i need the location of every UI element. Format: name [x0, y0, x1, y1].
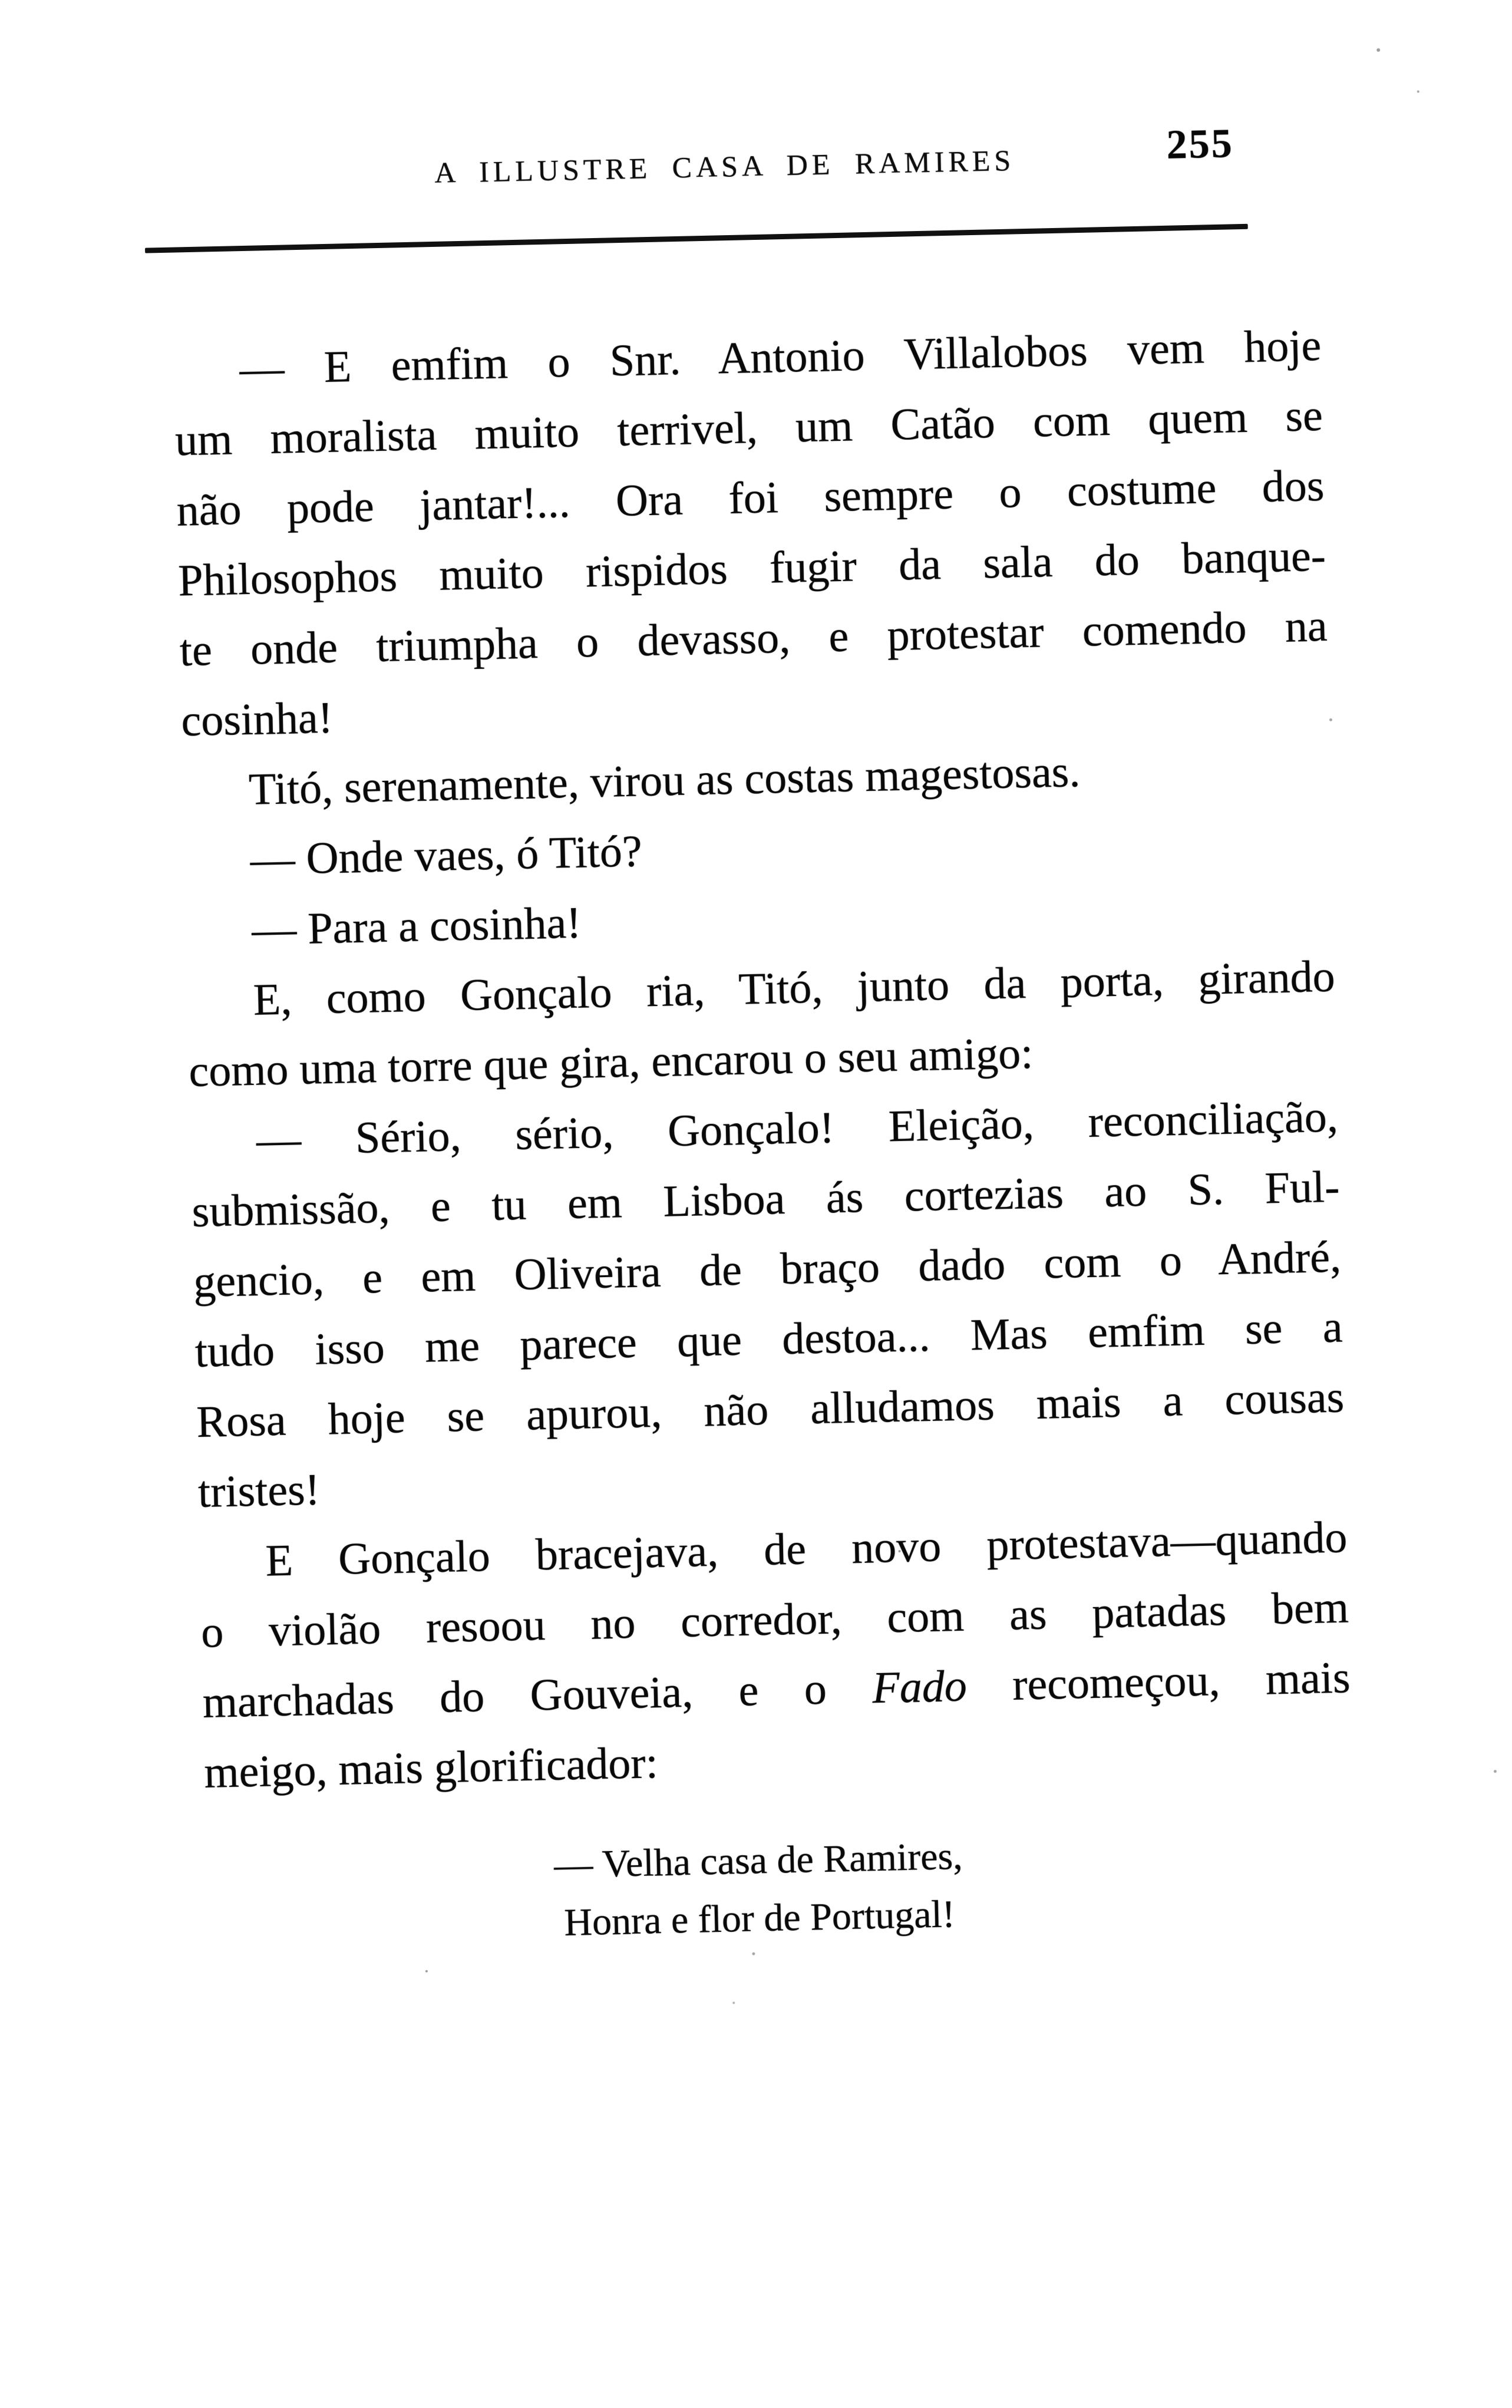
text-line: cosinha! — [180, 692, 334, 746]
text-line: te onde triumpha o devasso, e protestar comendo na — [179, 601, 1328, 676]
text-line: — Onde vaes, ó Titó? — [249, 826, 643, 885]
text-line: tristes! — [197, 1464, 321, 1518]
text-line: um moralista muito terrivel, um Catão com quem se — [174, 391, 1323, 466]
text-line: — E emfim o Snr. Antonio Villalobos vem hoje — [239, 321, 1322, 394]
scan-speckle — [1376, 48, 1380, 52]
italic-text: Fado — [871, 1661, 968, 1713]
text-line: como uma torre que gira, encarou o seu amigo: — [188, 1028, 1034, 1097]
text-line: submissão, e tu em Lisboa ás cortezias ao S. Ful- — [191, 1162, 1341, 1237]
scan-speckle — [1494, 1770, 1497, 1773]
text-segment: marchadas do Gouveia, e o — [202, 1663, 873, 1728]
scan-speckle — [899, 1550, 901, 1552]
scan-speckle — [732, 2001, 735, 2004]
scan-speckle — [1417, 90, 1419, 93]
page-number: 255 — [1166, 121, 1234, 168]
text-line: E, como Gonçalo ria, Titó, junto da porta, girando — [252, 951, 1336, 1025]
text-line: gencio, e em Oliveira de braço dado com o André, — [193, 1232, 1342, 1307]
text-line: — Para a cosinha! — [251, 898, 582, 955]
body-text — [173, 311, 1352, 1808]
text-line: não pode jantar!... Ora foi sempre o costume dos — [176, 461, 1325, 536]
text-line: Philosophos muito rispidos fugir da sala do banque- — [177, 531, 1326, 606]
verse-block — [184, 1819, 1334, 1960]
scan-speckle — [1329, 718, 1332, 721]
text-line: Rosa hoje se apurou, não alludamos mais a cousas — [196, 1372, 1345, 1447]
verse-line: Honra e flor de Portugal! — [563, 1892, 956, 1944]
text-line: E Gonçalo bracejava, de novo protestava—quando — [265, 1512, 1348, 1586]
header-rule — [145, 224, 1248, 253]
text-line: o violão resoou no corredor, com as patadas bem — [200, 1582, 1349, 1658]
running-header-title: A ILLUSTRE CASA DE RAMIRES — [434, 143, 1015, 189]
verse-line: — Velha casa de Ramires, — [553, 1834, 963, 1887]
text-line: meigo, mais glorificador: — [203, 1738, 659, 1798]
text-line: — Sério, sério, Gonçalo! Eleição, reconciliação, — [256, 1091, 1339, 1165]
scan-speckle — [425, 1970, 428, 1972]
text-line: Titó, serenamente, virou as costas magestosas. — [248, 747, 1081, 814]
text-line: tudo isso me parece que destoa... Mas emfim se a — [194, 1302, 1343, 1377]
text-segment: recomeçou, mais — [966, 1652, 1351, 1711]
scan-speckle — [752, 1952, 755, 1955]
